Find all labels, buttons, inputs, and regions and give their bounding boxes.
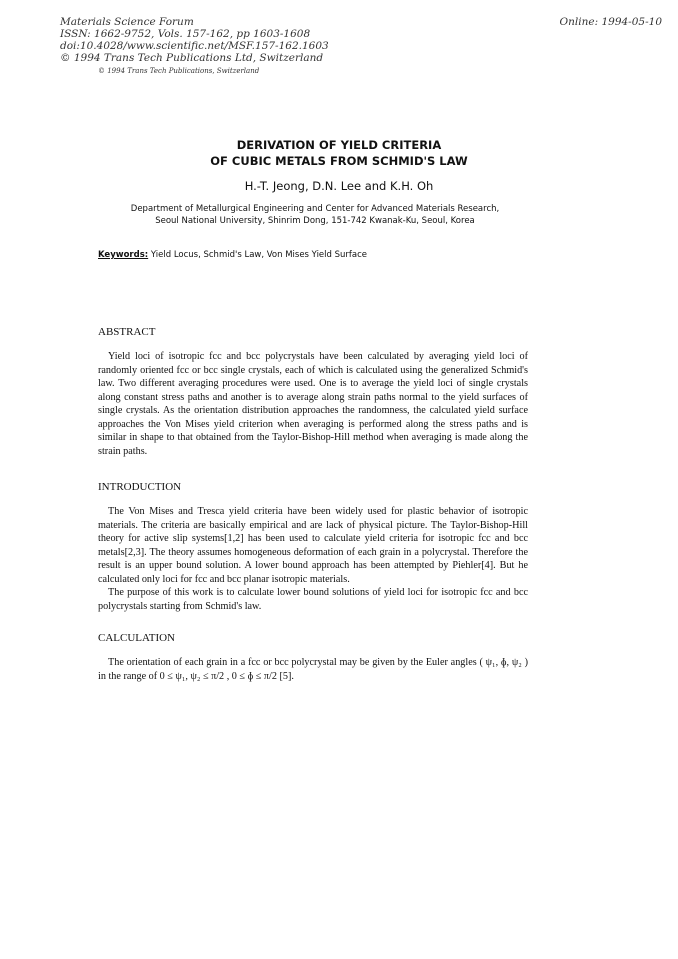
copyright-small: © 1994 Trans Tech Publications, Switzerland <box>98 67 260 75</box>
online-date: Online: 1994-05-10 <box>559 16 662 28</box>
introduction-paragraph-1: The Von Mises and Tresca yield criteria have been widely used for plastic behavior of isotropic materials. The criteria are basically empirical and are lack of physical picture. The Taylor-Bishop-Hill theory for active slip systems[1,2] has been used to calculate yield criteria for isotropic fcc and bcc metals[2,3]. The theory assumes homogeneous deformation of each grain in a polycrystal. Therefore the result is an upper bound solution. A lower bound approach has been attempted by Piehler[4]. But he calculated only loci for fcc and bcc planar isotropic materials. <box>98 506 528 585</box>
calculation-paragraph: The orientation of each grain in a fcc or bcc polycrystal may be given by the Euler angles ( ψ₁, ɸ, ψ₂ ) in the range of 0 ≤ ψ₁, ψ₂ ≤ π/2 , 0 ≤ ɸ ≤ π/2 [5]. <box>98 657 528 682</box>
affiliation-line-1: Department of Metallurgical Engineering and Center for Advanced Materials Research, <box>130 204 500 214</box>
introduction-body <box>98 505 528 613</box>
calculation-heading: CALCULATION <box>98 632 175 644</box>
issn-line: ISSN: 1662-9752, Vols. 157-162, pp 1603-1608 <box>60 28 311 40</box>
calculation-body <box>98 656 528 683</box>
authors: H.-T. Jeong, D.N. Lee and K.H. Oh <box>244 179 434 193</box>
keywords-list: Yield Locus, Schmid's Law, Von Mises Yield Surface <box>148 250 368 260</box>
copyright-line: © 1994 Trans Tech Publications Ltd, Switzerland <box>60 52 324 64</box>
affiliation-line-2: Seoul National University, Shinrim Dong, 151-742 Kwanak-Ku, Seoul, Korea <box>155 216 475 226</box>
abstract-body <box>98 350 528 458</box>
journal-name: Materials Science Forum <box>60 16 194 28</box>
introduction-paragraph-2: The purpose of this work is to calculate lower bound solutions of yield loci for isotropic fcc and bcc polycrystals starting from Schmid's law. <box>98 587 528 612</box>
introduction-heading: INTRODUCTION <box>98 481 182 493</box>
paper-title <box>0 137 678 169</box>
keywords <box>98 250 367 260</box>
abstract-paragraph: Yield loci of isotropic fcc and bcc polycrystals have been calculated by averaging yield loci of randomly oriented fcc or bcc single crystals, each of which is calculated using the generalized Schmid's law. Two different averaging procedures were used. One is to average the yield loci of single crystals along constant stress paths and another is to average along strain paths normal to the yield surfaces of single crystals. As the orientation distribution approaches the randomness, the calculated yield surface approaches the Von Mises yield criterion when averaging is performed along the stress paths and is similar in shape to that obtained from the Taylor-Bishop-Hill method when averaging is made along the strain paths. <box>98 351 528 457</box>
abstract-heading: ABSTRACT <box>98 326 156 338</box>
title-line-2: OF CUBIC METALS FROM SCHMID'S LAW <box>210 154 468 168</box>
doi-link[interactable]: doi:10.4028/www.scientific.net/MSF.157-162.1603 <box>60 40 329 52</box>
title-line-1: DERIVATION OF YIELD CRITERIA <box>236 138 442 152</box>
keywords-label: Keywords: <box>98 250 149 260</box>
journal-header <box>60 16 329 64</box>
affiliation <box>0 203 630 227</box>
